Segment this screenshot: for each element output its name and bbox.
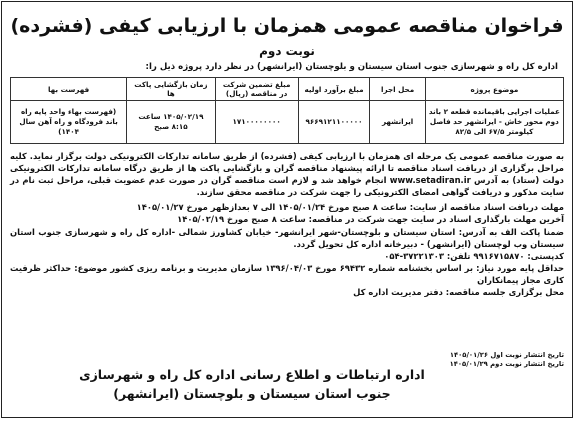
cell-project: عملیات اجرایی باقیمانده قطعه ۲ باند دوم محور خاش - ایرانشهر حد فاصل کیلومتر ۶۷/۵ الی ۸۲/۵ [425, 101, 563, 144]
second-publication-date: تاریخ انتشار نوبت دوم ۱۴۰۵/۰۱/۲۹ [449, 360, 564, 368]
publication-dates [450, 351, 564, 369]
min-grade: حداقل پایه مورد نیاز: بر اساس بخشنامه شماره ۶۹۴۳۲ مورخ ۱۳۹۶/۰۴/۰۳ سازمان مدیریت و برنامه ریزی کشور موضوع: حداکثر ظرفیت کاری مجاز پیمانکاران [10, 262, 565, 285]
project-table [10, 77, 564, 144]
notice-title: فراخوان مناقصه عمومی همزمان با ارزیابی کیفی (فشرده) [10, 15, 564, 37]
header-opening: زمان بازگشایی پاکت ها [127, 78, 215, 101]
header-project: موضوع پروژه [425, 78, 563, 101]
cell-list: (فهرست بهاء واحد پایه راه باند فرودگاه و راه آهن سال ۱۴۰۴) [11, 101, 127, 144]
body-paragraph: به صورت مناقصه عمومی یک مرحله ای همزمان با ارزیابی کیفی (فشرده) از طریق سامانه تدارکات الکترونیکی دولت برگزار نماید. کلیه مراحل برگزاری از دریافت اسناد مناقصه تا ارائه پیشنهاد مناقصه گران و بازگشایی پاکت ها از طریق درگاه سامانه تدارکات الکترونیکی دولت (ستاد) به آدرس www.setadiran.ir انجام خواهد شد و لازم است مناقصه گران در صورت عدم عضویت قبلی، مراحل ثبت نام در سایت مذکور و دریافت گواهی امضای الکترونیکی را جهت شرکت در مناقصه محقق سازند. [10, 151, 564, 198]
notice-body [10, 150, 564, 298]
doc-receive-deadline: مهلت دریافت اسناد مناقصه از سایت: ساعت ۸ صبح مورخ ۱۴۰۵/۰۱/۲۴ الی ۷ بعدازظهر مورخ ۱۴۰۵/۰۱/۲۷ [136, 202, 564, 213]
header-guarantee: مبلغ تضمین شرکت در مناقصه (ریال) [215, 78, 298, 101]
details-list [10, 201, 564, 298]
header-estimate: مبلغ برآورد اولیه [298, 78, 370, 101]
tender-notice [1, 1, 573, 418]
notice-footer [10, 351, 564, 409]
cell-location: ایرانشهر [370, 101, 425, 144]
notice-subtitle: نوبت دوم [259, 44, 315, 58]
issuer-line-2: جنوب استان سیستان و بلوچستان (ایرانشهر) [113, 386, 391, 401]
envelope-address: ضمنا پاکت الف به آدرس: استان سیستان و بلوچستان-شهر ایرانشهر- خیابان کشاورز شمالی -اداره کل راه و شهرسازی جنوب استان سیستان وب لوچستان (ایرانشهر) - دبیرخانه اداره کل تحویل گردد. [10, 226, 564, 249]
table-header-row [11, 78, 564, 101]
header-location: محل اجرا [370, 78, 425, 101]
first-publication-date: تاریخ انتشار نوبت اول ۱۴۰۵/۰۱/۲۶ [449, 351, 564, 359]
intro-text: اداره کل راه و شهرسازی جنوب استان سیستان و بلوچستان (ایرانشهر) در نظر دارد پروژه ذیل را: [145, 62, 558, 72]
issuer-line-1: اداره ارتباطات و اطلاع رسانی اداره کل راه و شهرسازی [79, 367, 425, 382]
cell-estimate: ۹۶۶۹۱۲۱۱۰۰۰۰۰ [298, 101, 370, 144]
postal-phone: کدپستی: ۹۹۱۶۷۱۵۸۷۰ تلفن: ۳۷۲۲۱۳۰۳-۰۵۴ [384, 250, 564, 261]
meeting-place: محل برگزاری جلسه مناقصه: دفتر مدیریت اداره کل [353, 287, 564, 298]
upload-deadline: آخرین مهلت بارگذاری اسناد در سایت جهت شرکت در مناقصه: ساعت ۸ صبح مورخ ۱۴۰۵/۰۲/۱۹ [177, 214, 564, 225]
issuer-signature [50, 365, 454, 403]
cell-opening: ۱۴۰۵/۰۲/۱۹ ساعت ۸:۱۵ صبح [127, 101, 215, 144]
cell-guarantee: ۱۷۱۰۰۰۰۰۰۰۰ [215, 101, 298, 144]
header-list: فهرست بها [11, 78, 127, 101]
table-row [11, 101, 564, 144]
